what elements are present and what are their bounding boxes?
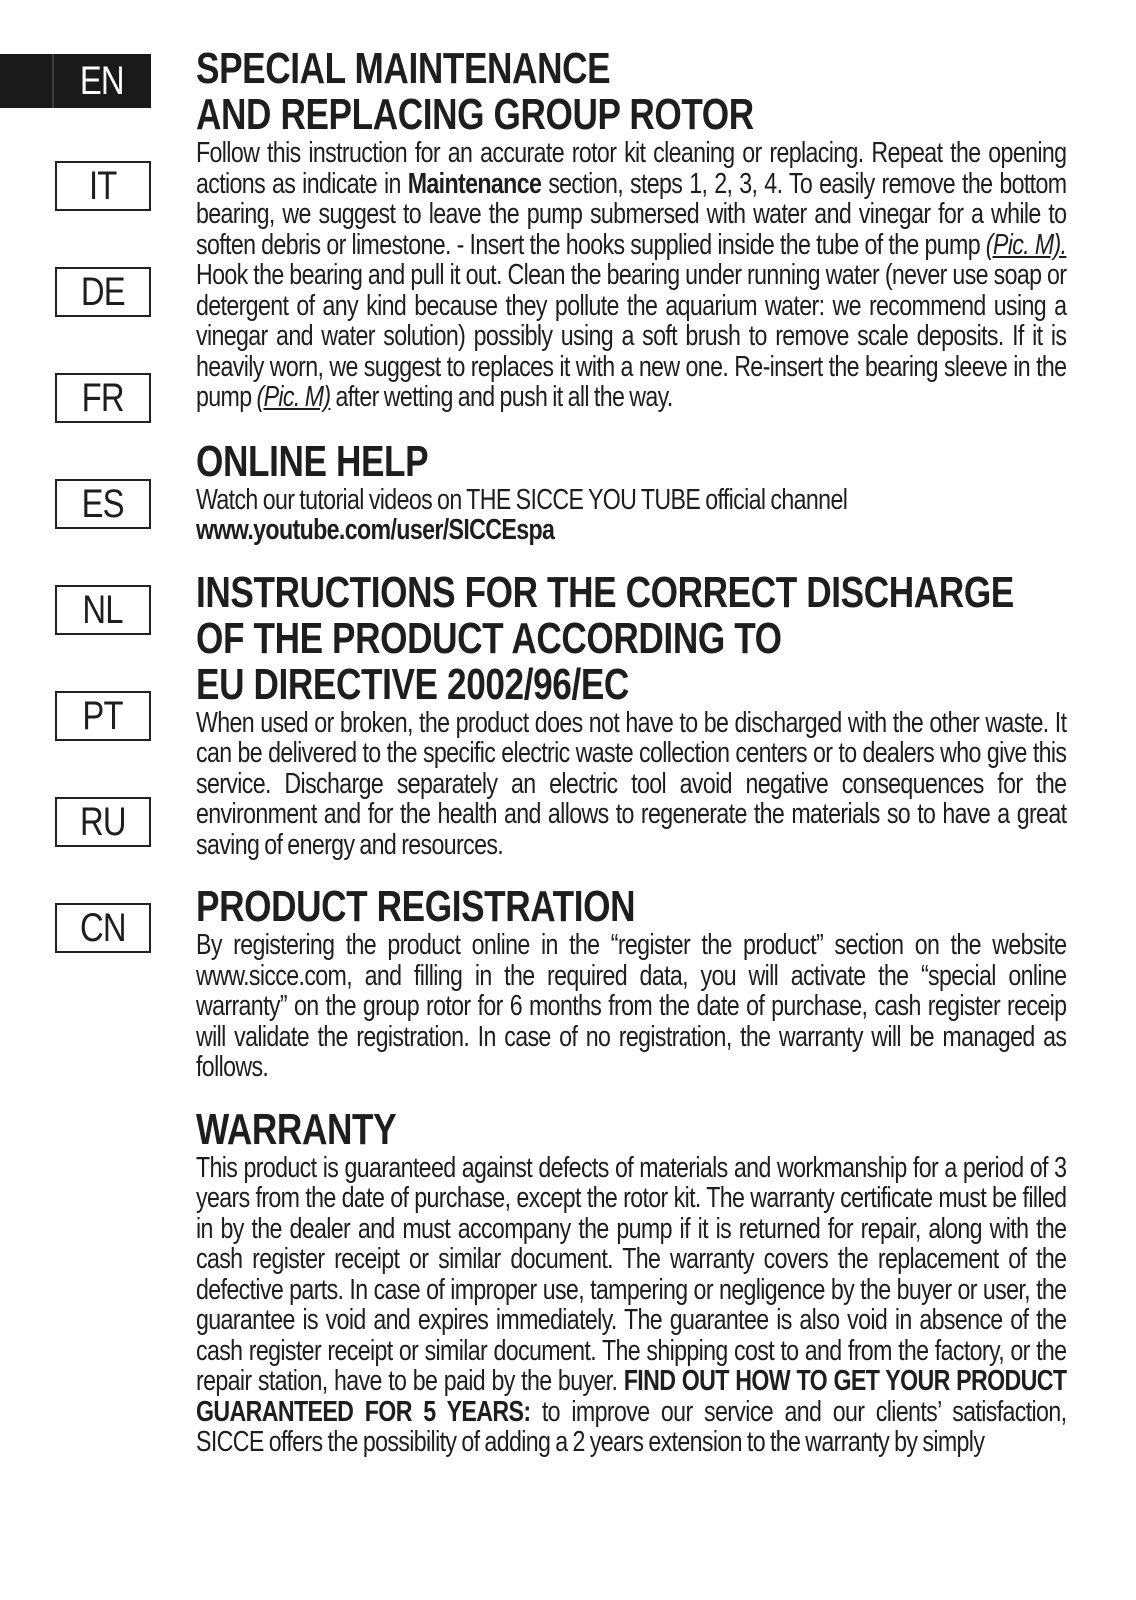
section-heading: PRODUCT REGISTRATION xyxy=(196,882,636,931)
section-body: Watch our tutorial videos on THE SICCE YOU TUBE official channel xyxy=(196,483,848,516)
section-body: When used or broken, the product does not have to be discharged with the other waste. It can be delivered to the specific electric waste collection centers or to dealers who give this service. Discharge separately an electric tool avoid negative consequences for the environment and for the health and allows to regenerate the materials so to have a great saving of energy and resources. xyxy=(196,706,1067,861)
section-body: This product is guaranteed against defects of materials and workmanship for a period of 3 years from the date of purchase, except the rotor kit. The warranty certificate must be filled in by the dealer and must accompany the pump if it is returned for repair, along with the cash register receipt or similar document. The warranty covers the replacement of the defective parts. In case of improper use, tampering or negligence by the buyer or user, the guarantee is void and expires immediately. The guarantee is also void in absence of the cash register receipt or similar document. The shipping cost to and from the factory, or the repair station, have to be paid by the buyer. FIND OUT HOW TO GET YOUR PRODUCT GUARANTEED FOR 5 YEARS: to improve our service and our clients’ satisfaction, SICCE offers the possibility of adding a 2 years extension to the warranty by simply xyxy=(196,1151,1067,1458)
section-online-help xyxy=(196,436,1086,546)
section-heading: OF THE PRODUCT ACCORDING TO xyxy=(196,613,782,663)
lang-tab-de[interactable]: DE xyxy=(55,267,151,317)
section-heading: EU DIRECTIVE 2002/96/EC xyxy=(196,659,629,709)
section-warranty xyxy=(196,1104,1086,1458)
lang-tab-es[interactable]: ES xyxy=(55,479,151,529)
picture-reference: (Pic. M). xyxy=(985,228,1067,261)
main-content xyxy=(196,46,1086,1458)
section-body: By registering the product online in the “register the product” section on the website www.sicce.com, and filling in the required data, you will activate the “special online warranty” on the group rotor for 6 months from the date of purchase, cash register receip will validate the registration. In case of no registration, the warranty will be managed as follows. xyxy=(196,929,1067,1083)
section-heading: SPECIAL MAINTENANCE xyxy=(196,44,611,93)
bold-callout: FIND OUT HOW TO GET YOUR PRODUCT GUARANTEED FOR 5 YEARS: xyxy=(196,1365,1067,1428)
picture-reference: (Pic. M) xyxy=(256,381,331,413)
lang-tab-ru[interactable]: RU xyxy=(55,797,151,847)
lang-tab-cn[interactable]: CN xyxy=(55,903,151,953)
youtube-link[interactable]: www.youtube.com/user/SICCEspa xyxy=(196,514,555,546)
lang-tab-nl[interactable]: NL xyxy=(55,585,151,635)
lang-tab-en[interactable]: EN xyxy=(0,54,151,108)
lang-tab-it[interactable]: IT xyxy=(55,161,151,211)
section-body: Follow this instruction for an accurate rotor kit cleaning or replacing. Repeat the opening actions as indicate in Maintenance section, steps 1, 2, 3, 4. To easily remove the bottom bearing, we suggest to leave the pump submersed with water and vinegar for a while to soften debris or limestone. - Insert the hooks supplied inside the tube of the pump (Pic. M). Hook the bearing and pull it out. Clean the bearing under running water (never use soap or detergent of any kind because they pollute the aquarium water: we recommend using a vinegar and water solution) possibly using a soft brush to remove scale deposits. If it is heavily worn, we suggest to replaces it with a new one. Re-insert the bearing sleeve in the pump (Pic. M) after wetting and push it all the way. xyxy=(196,137,1067,413)
lang-tab-pt[interactable]: PT xyxy=(55,691,151,741)
section-discharge xyxy=(196,567,1086,861)
section-product-registration xyxy=(196,884,1086,1083)
section-heading: ONLINE HELP xyxy=(196,436,429,486)
bold-term: Maintenance xyxy=(407,167,542,200)
section-heading: WARRANTY xyxy=(196,1104,397,1154)
lang-tab-fr[interactable]: FR xyxy=(55,373,151,423)
section-heading: INSTRUCTIONS FOR THE CORRECT DISCHARGE xyxy=(196,567,1014,617)
section-special-maintenance xyxy=(196,46,1086,413)
section-heading: AND REPLACING GROUP ROTOR xyxy=(196,90,754,139)
